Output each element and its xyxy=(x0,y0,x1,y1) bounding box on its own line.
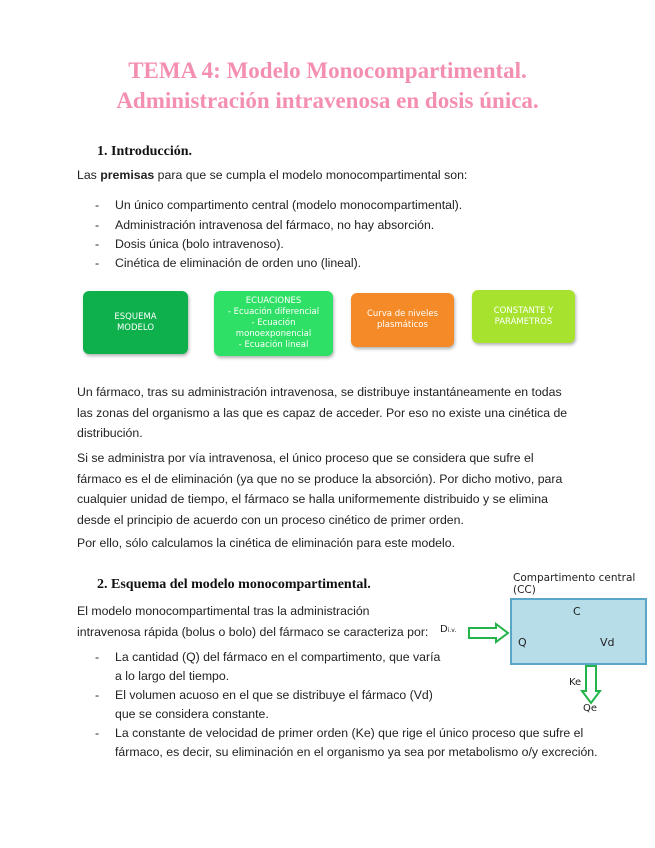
intro-bold: premisas xyxy=(100,168,155,182)
title-line-2: Administración intravenosa en dosis única. xyxy=(116,88,539,113)
list-item-text: Un único compartimento central (modelo monocompartimental). xyxy=(115,198,463,212)
section-1-heading: 1. Introducción. xyxy=(97,144,193,159)
section-2-heading: 2. Esquema del modelo monocompartimental. xyxy=(97,577,371,592)
box-line: MODELO xyxy=(116,322,155,333)
list-item-text: El volumen acuoso en el que se distribuye el fármaco (Vd) xyxy=(115,688,433,702)
elimination-arrow-icon xyxy=(580,665,602,705)
paragraph: Un fármaco, tras su administración intravenosa, se distribuye instantáneamente en todas las zonas del organismo a las que es capaz de acceder. Por eso no existe una cinética de distribución. xyxy=(77,385,568,440)
intro-text: Las xyxy=(77,168,101,182)
box-esquema-modelo xyxy=(83,291,188,354)
dash: - xyxy=(95,237,100,251)
label-vd: Vd xyxy=(600,636,615,649)
label-q: Q xyxy=(518,636,527,649)
label-c: C xyxy=(573,605,581,618)
box-line: PARÁMETROS xyxy=(494,316,553,327)
box-line: - Ecuación diferencial xyxy=(227,307,320,317)
box-line: ECUACIONES xyxy=(245,296,302,306)
list-item-text: Administración intravenosa del fármaco, no hay absorción. xyxy=(115,218,435,232)
list-item-text: Dosis única (bolo intravenoso). xyxy=(115,237,284,251)
box-constante xyxy=(472,290,575,343)
intro-text-2: para que se cumpla el modelo monocompartimental son: xyxy=(154,168,468,182)
dash: - xyxy=(95,218,100,232)
dash: - xyxy=(95,726,100,740)
box-line: Curva de niveles xyxy=(366,309,439,319)
box-line: ESQUEMA xyxy=(114,311,157,322)
paragraph: El modelo monocompartimental tras la administración intravenosa rápida (bolus o bolo) del fármaco se caracteriza por: xyxy=(77,604,429,639)
paragraph: Por ello, sólo calculamos la cinética de eliminación para este modelo. xyxy=(77,536,455,550)
box-line: - Ecuación monoexponencial xyxy=(235,318,312,339)
dose-subscript: i.v. xyxy=(447,627,457,634)
title-line-1: TEMA 4: Modelo Monocompartimental. xyxy=(128,58,527,83)
input-arrow-icon xyxy=(468,622,510,644)
box-line: CONSTANTE Y xyxy=(493,305,554,316)
list-item-text: La constante de velocidad de primer orden (Ke) que rige el único proceso que sufre el xyxy=(115,726,584,740)
box-line: plasmáticos xyxy=(377,320,428,330)
paragraph: Si se administra por vía intravenosa, el único proceso que se considera que sufre el fármaco es el de eliminación (ya que no se produce la absorción). Por dicho motivo, para cualquier unidad de tiempo, el fármaco se halla uniformemente distribuido y se elimina desde el principio de acuerdo con un proceso cinético de primer orden. xyxy=(77,451,563,527)
list-item-text: Cinética de eliminación de orden uno (lineal). xyxy=(115,256,362,270)
dash: - xyxy=(95,688,100,702)
label-ke: Ke xyxy=(569,677,582,688)
label-dose xyxy=(440,624,456,635)
list-item-text: La cantidad (Q) del fármaco en el compartimento, que varía xyxy=(115,650,441,664)
dash: - xyxy=(95,256,100,270)
premisas-intro xyxy=(77,165,577,186)
dash: - xyxy=(95,650,100,664)
dash: - xyxy=(95,198,100,212)
box-ecuaciones xyxy=(214,291,333,356)
list-item-text: a lo largo del tiempo. xyxy=(115,669,230,683)
list-item-text: que se considera constante. xyxy=(115,707,269,721)
box-line: - Ecuación lineal xyxy=(238,340,309,350)
diagram-title: Compartimento central (CC) xyxy=(513,572,636,596)
label-qe: Qe xyxy=(583,703,598,714)
dose-letter: D xyxy=(440,624,448,635)
list-item-text: fármaco, es decir, su eliminación en el organismo ya sea por metabolismo o/y excreción. xyxy=(115,745,598,759)
box-curva xyxy=(351,293,454,347)
